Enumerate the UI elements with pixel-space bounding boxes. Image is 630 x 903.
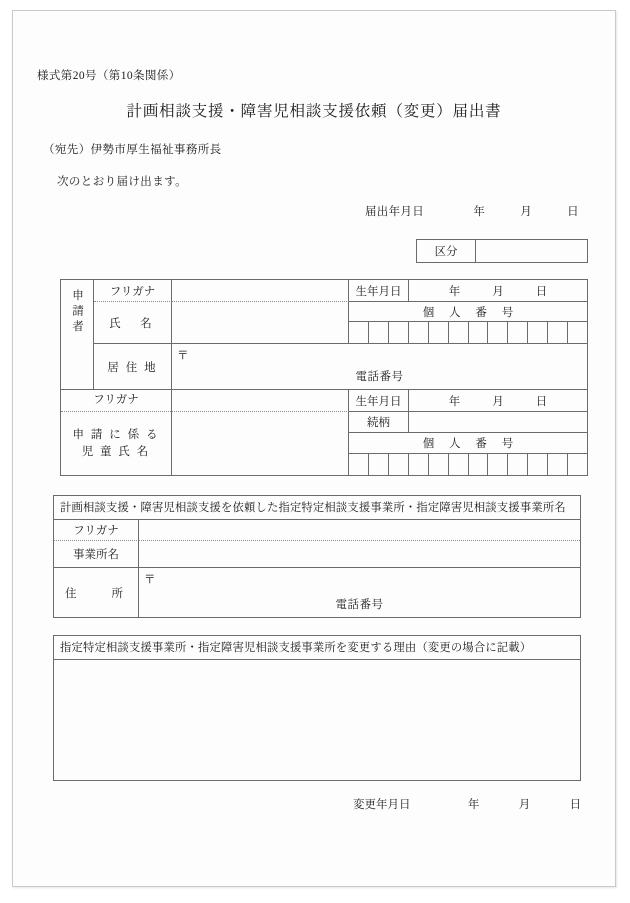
postal-mark-icon: 〒: [144, 574, 156, 586]
mynumber-digit-cell[interactable]: [469, 322, 489, 343]
change-date-label: 変更年月日: [353, 799, 411, 811]
mynumber-digit-cell[interactable]: [389, 454, 409, 475]
office-header-row: [54, 496, 580, 520]
child-dob-year-unit: 年: [448, 395, 461, 408]
mynumber-digit-cell[interactable]: [508, 454, 528, 475]
mynumber-digit-cell[interactable]: [409, 322, 429, 343]
office-furigana-label: フリガナ: [54, 520, 139, 541]
submission-date-month-unit: 月: [520, 206, 532, 218]
mynumber-digit-cell[interactable]: [429, 322, 449, 343]
reason-header-row: [54, 636, 580, 660]
table-row: [61, 344, 587, 390]
child-furigana-label: フリガナ: [61, 390, 172, 412]
applicant-furigana-field[interactable]: [172, 280, 349, 302]
addressee-line: （宛先）伊勢市厚生福祉事務所長: [43, 144, 222, 156]
postal-mark-icon: 〒: [177, 350, 189, 362]
submission-date-year-unit: 年: [473, 206, 485, 218]
kubun-label: 区分: [417, 240, 476, 262]
child-dob-label: 生年月日: [349, 390, 409, 412]
mynumber-digit-cell[interactable]: [449, 322, 469, 343]
mynumber-digit-cell[interactable]: [429, 454, 449, 475]
page-title: 計画相談支援・障害児相談支援依頼（変更）届出書: [126, 103, 502, 120]
child-furigana-field[interactable]: [172, 390, 349, 412]
mynumber-digit-cell[interactable]: [528, 322, 548, 343]
table-row: [54, 568, 580, 617]
applicant-dob-day-unit: 日: [535, 285, 548, 298]
applicant-mynumber-boxes[interactable]: [349, 322, 587, 343]
applicant-dob-label: 生年月日: [349, 280, 409, 302]
child-relation-field[interactable]: [409, 412, 587, 433]
applicant-tel-label: 電話番号: [355, 371, 404, 383]
table-row: [54, 541, 580, 568]
document-page: [12, 10, 616, 887]
mynumber-digit-cell[interactable]: [469, 454, 489, 475]
office-furigana-field[interactable]: [139, 520, 580, 541]
applicant-name-label: 氏 名: [94, 302, 172, 344]
office-name-label: 事業所名: [54, 541, 139, 567]
applicant-dob-month-unit: 月: [492, 285, 504, 298]
child-dob-month-unit: 月: [492, 395, 504, 408]
table-row: [61, 280, 587, 344]
mynumber-digit-cell[interactable]: [369, 454, 389, 475]
child-mynumber-label: 個 人 番 号: [349, 433, 587, 454]
mynumber-digit-cell[interactable]: [349, 454, 369, 475]
mynumber-digit-cell[interactable]: [369, 322, 389, 343]
change-date-month-unit: 月: [518, 799, 531, 811]
applicant-mynumber-label: 個 人 番 号: [349, 302, 587, 322]
office-table: [53, 495, 581, 618]
office-address-field[interactable]: [139, 568, 580, 617]
change-date-day-unit: 日: [569, 799, 582, 811]
mynumber-digit-cell[interactable]: [449, 454, 469, 475]
intro-text: 次のとおり届け出ます。: [57, 176, 187, 188]
office-table-header: 計画相談支援・障害児相談支援を依頼した指定特定相談支援事業所・指定障害児相談支援事業所名: [60, 502, 566, 514]
submission-date-label: 届出年月日: [365, 206, 424, 218]
mynumber-digit-cell[interactable]: [488, 454, 508, 475]
child-relation-label: 続柄: [349, 412, 409, 433]
applicant-address-field[interactable]: [172, 344, 587, 389]
reason-table: [53, 635, 581, 781]
submission-date-line: [365, 203, 579, 219]
child-name-label: 申 請 に 係 る 児 童 氏 名: [61, 412, 172, 475]
child-name-field[interactable]: [172, 412, 349, 475]
mynumber-digit-cell[interactable]: [528, 454, 548, 475]
applicant-section-label: 申請者: [61, 280, 94, 344]
change-date-year-unit: 年: [467, 799, 480, 811]
office-address-label: 住 所: [54, 568, 139, 617]
submission-date-day-unit: 日: [567, 206, 579, 218]
applicant-dob-field[interactable]: [409, 280, 587, 302]
change-date-line: [353, 796, 581, 812]
reason-table-header: 指定特定相談支援事業所・指定障害児相談支援事業所を変更する理由（変更の場合に記載）: [60, 642, 532, 654]
reason-text-area[interactable]: [54, 660, 580, 780]
form-number: 様式第20号（第10条関係）: [37, 70, 181, 82]
office-tel-label: 電話番号: [335, 599, 384, 611]
applicant-dob-year-unit: 年: [448, 285, 461, 298]
applicant-section-label-cont: [61, 344, 94, 389]
table-row: [54, 520, 580, 541]
mynumber-digit-cell[interactable]: [508, 322, 528, 343]
applicant-name-field[interactable]: [172, 302, 349, 344]
mynumber-digit-cell[interactable]: [568, 454, 587, 475]
mynumber-digit-cell[interactable]: [349, 322, 369, 343]
mynumber-digit-cell[interactable]: [548, 322, 568, 343]
mynumber-digit-cell[interactable]: [409, 454, 429, 475]
applicant-furigana-label: フリガナ: [94, 280, 172, 302]
applicant-mynumber-block: [349, 302, 587, 344]
applicant-address-label: 居 住 地: [94, 344, 172, 389]
mynumber-digit-cell[interactable]: [488, 322, 508, 343]
mynumber-digit-cell[interactable]: [548, 454, 568, 475]
office-name-field[interactable]: [139, 541, 580, 567]
child-dob-day-unit: 日: [535, 395, 548, 408]
mynumber-digit-cell[interactable]: [389, 322, 409, 343]
table-row: [61, 412, 587, 475]
table-row: [54, 660, 580, 780]
kubun-box: [416, 239, 588, 263]
mynumber-digit-cell[interactable]: [568, 322, 587, 343]
table-row: [61, 390, 587, 412]
kubun-value-field[interactable]: [476, 240, 587, 262]
child-mynumber-boxes[interactable]: [349, 454, 587, 475]
child-dob-field[interactable]: [409, 390, 587, 412]
applicant-table: [60, 279, 588, 476]
